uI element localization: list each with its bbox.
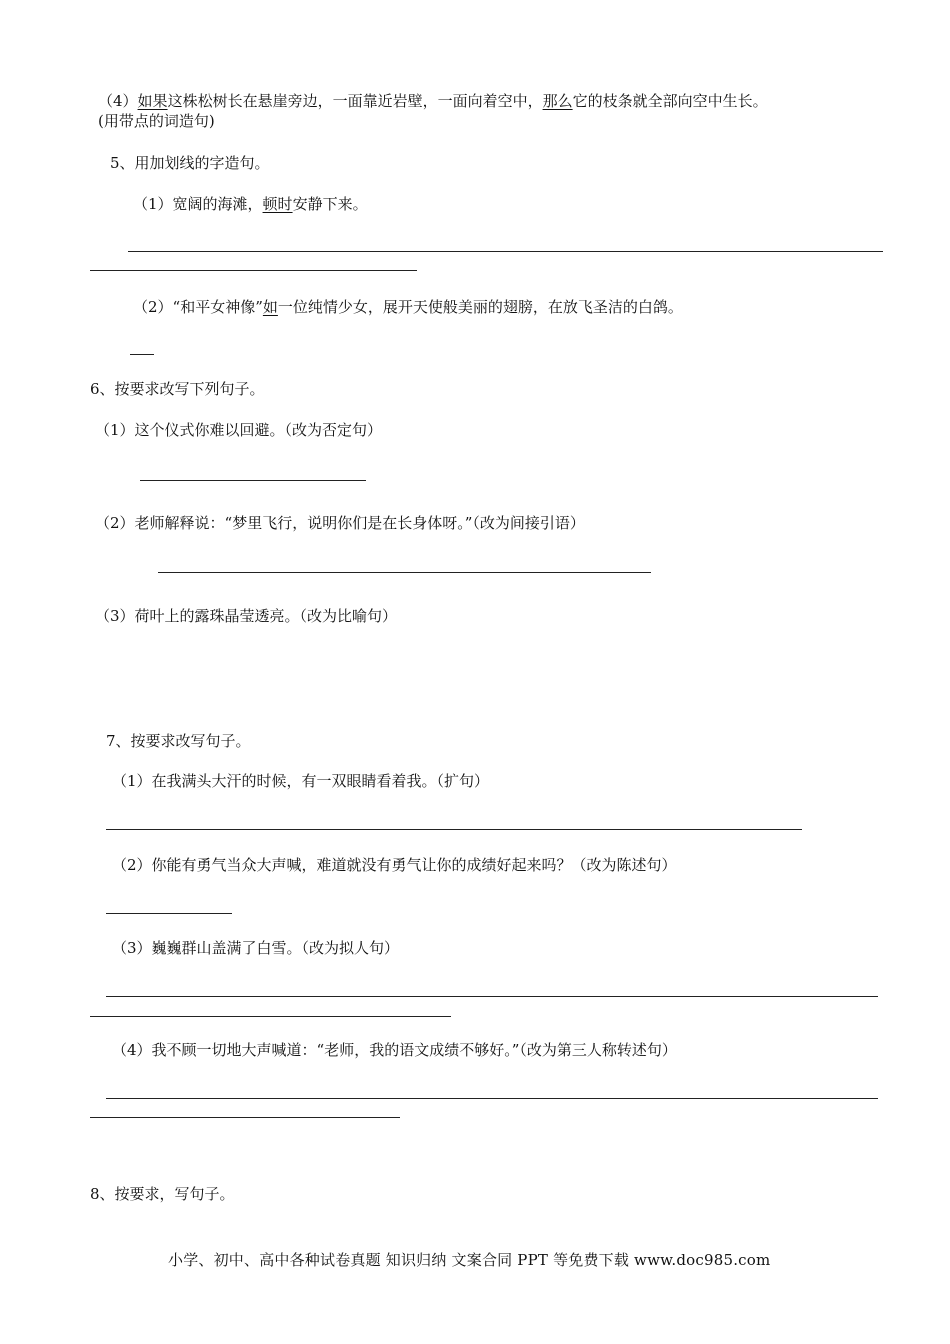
q7-item3: （3）巍巍群山盖满了白雪。（改为拟人句） bbox=[112, 939, 400, 957]
q4-item4-prefix: （4） bbox=[98, 92, 138, 110]
q6-item2-answer-line[interactable] bbox=[158, 572, 651, 573]
q7-item1: （1）在我满头大汗的时候，有一双眼睛看着我。（扩句） bbox=[112, 772, 490, 790]
q4-item4-note: (用带点的词造句) bbox=[98, 112, 215, 130]
q5-item1-word: 顿时 bbox=[262, 195, 293, 213]
q5-item2-prefix: （2）“和平女神像” bbox=[133, 298, 263, 316]
footer-download-notice: 小学、初中、高中各种试卷真题 知识归纳 文案合同 PPT 等免费下载 www.doc985.com bbox=[168, 1251, 771, 1269]
q7-item2: （2）你能有勇气当众大声喊，难道就没有勇气让你的成绩好起来吗？（改为陈述句） bbox=[112, 856, 677, 874]
q6-item1: （1）这个仪式你难以回避。（改为否定句） bbox=[95, 421, 383, 439]
q7-title: 7、按要求改写句子。 bbox=[106, 732, 251, 750]
q7-item3-answer-line-2[interactable] bbox=[90, 1016, 451, 1017]
q7-item1-answer-line[interactable] bbox=[106, 829, 802, 830]
q4-item4-sentence bbox=[98, 91, 768, 111]
q5-item2 bbox=[133, 297, 683, 317]
q5-item2-word: 如 bbox=[262, 298, 278, 316]
q8-title: 8、按要求，写句子。 bbox=[90, 1185, 235, 1203]
q6-title: 6、按要求改写下列句子。 bbox=[90, 380, 265, 398]
q5-item1 bbox=[133, 194, 368, 214]
q4-item4-word2: 那么 bbox=[542, 92, 573, 110]
q7-item2-answer-line[interactable] bbox=[106, 913, 232, 914]
q5-item1-answer-line-1[interactable] bbox=[128, 251, 883, 252]
q5-item1-answer-line-2[interactable] bbox=[90, 270, 417, 271]
q6-item2: （2）老师解释说：“梦里飞行，说明你们是在长身体呀。”（改为间接引语） bbox=[95, 514, 585, 532]
q4-item4-suffix: 它的枝条就全部向空中生长。 bbox=[572, 92, 768, 110]
q6-item1-answer-line[interactable] bbox=[140, 480, 366, 481]
q4-item4-mid: 这株松树长在悬崖旁边，一面靠近岩壁，一面向着空中， bbox=[167, 92, 543, 110]
q6-item3: （3）荷叶上的露珠晶莹透亮。（改为比喻句） bbox=[95, 607, 398, 625]
q5-item1-prefix: （1）宽阔的海滩， bbox=[133, 195, 263, 213]
q5-item2-suffix: 一位纯情少女，展开天使般美丽的翅膀，在放飞圣洁的白鸽。 bbox=[277, 298, 683, 316]
q5-title: 5、用加划线的字造句。 bbox=[110, 154, 270, 172]
q7-item4-answer-line-1[interactable] bbox=[106, 1098, 878, 1099]
q7-item4: （4）我不顾一切地大声喊道：“老师，我的语文成绩不够好。”（改为第三人称转述句） bbox=[112, 1041, 677, 1059]
q7-item4-answer-line-2[interactable] bbox=[90, 1117, 400, 1118]
q7-item3-answer-line-1[interactable] bbox=[106, 996, 878, 997]
q4-item4-word1: 如果 bbox=[137, 92, 168, 110]
q5-item1-suffix: 安静下来。 bbox=[292, 195, 368, 213]
q5-item2-answer-line[interactable] bbox=[130, 354, 154, 355]
